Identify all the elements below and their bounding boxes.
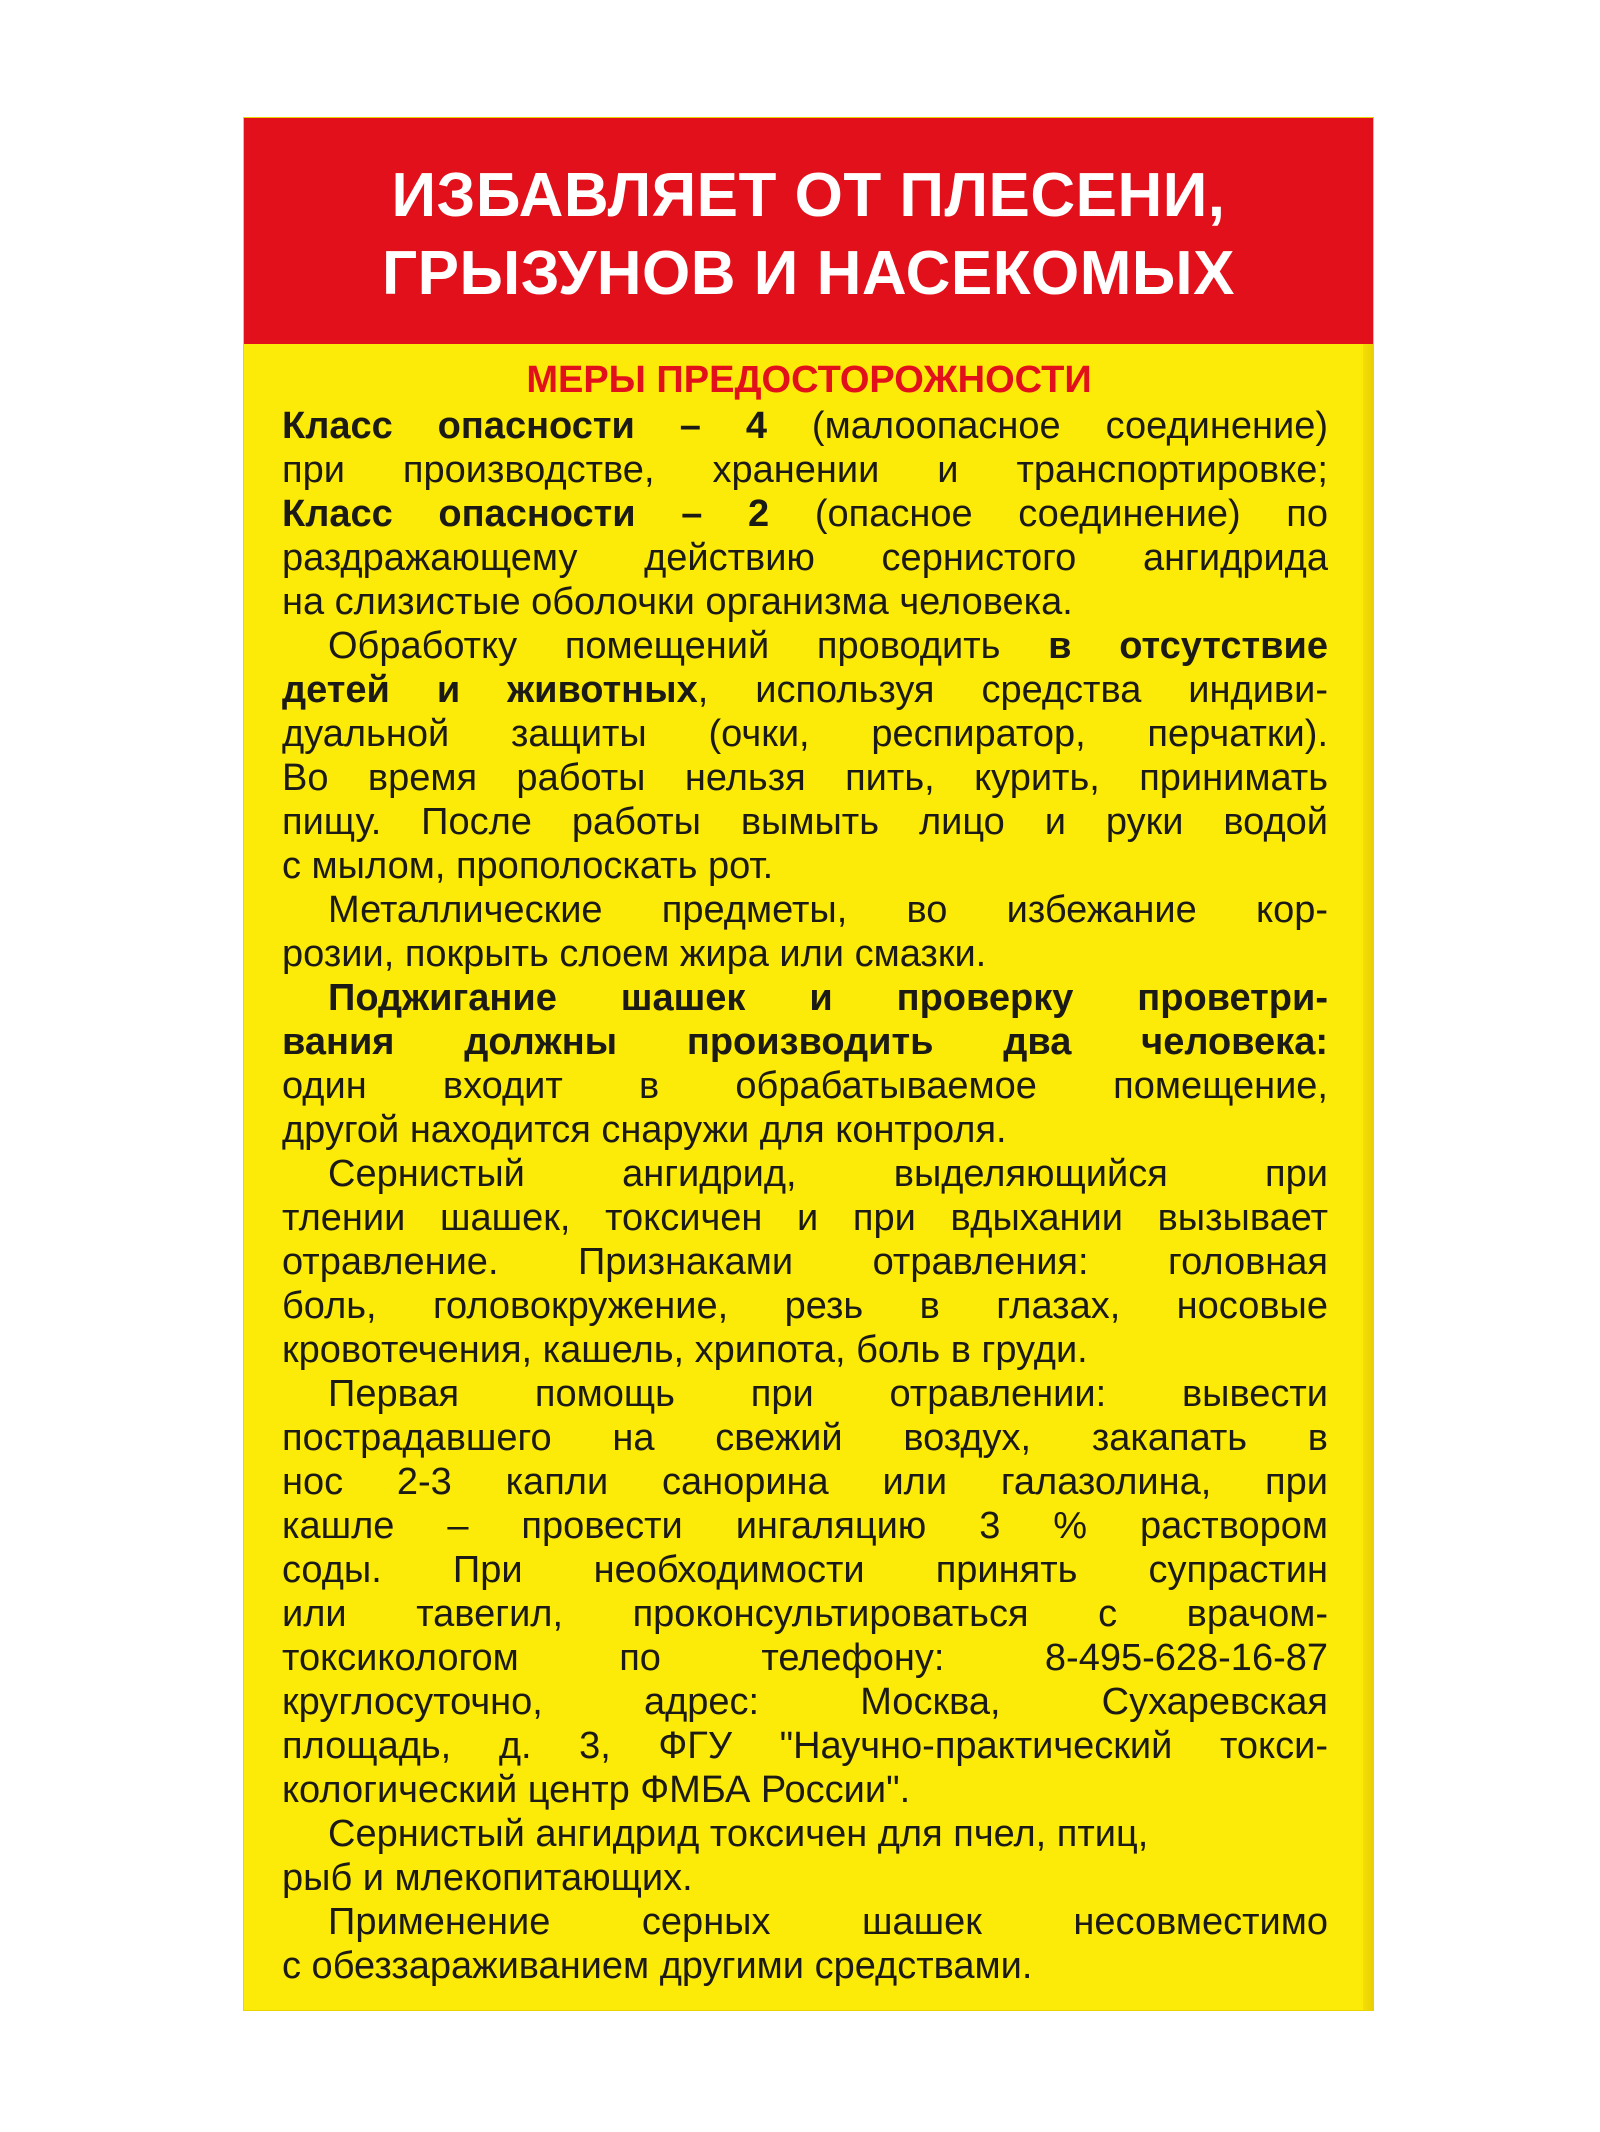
text-line: с обеззараживанием другими средствами.	[282, 1945, 1033, 1987]
text-line: раздражающему действию сернистого ангидрида	[282, 537, 1328, 579]
text-line: Обработку помещений проводить в отсутствие	[328, 625, 1328, 667]
text-line: дуальной защиты (очки, респиратор, перчатки).	[282, 713, 1328, 755]
text-line: с мылом, прополоскать рот.	[282, 845, 774, 887]
text-line: Металлические предметы, во избежание кор-	[328, 889, 1328, 931]
text-line: розии, покрыть слоем жира или смазки.	[282, 933, 987, 975]
text-line: боль, головокружение, резь в глазах, носовые	[282, 1285, 1328, 1327]
text-line: Применение серных шашек несовместимо	[328, 1901, 1328, 1943]
phone-line: токсикологом по телефону: 8-495-628-16-87	[282, 1637, 1328, 1679]
text-line: рыб и млекопитающих.	[282, 1857, 693, 1899]
section-title: МЕРЫ ПРЕДОСТОРОЖНОСТИ	[526, 359, 1092, 401]
text-line: отравление. Признаками отравления: головная	[282, 1241, 1328, 1283]
text-line: кологический центр ФМБА России".	[282, 1769, 911, 1811]
text-line: на слизистые оболочки организма человека.	[282, 581, 1073, 623]
text-line: другой находится снаружи для контроля.	[282, 1109, 1007, 1151]
hazard-class-2: Класс опасности – 2	[282, 493, 770, 535]
text-line: пострадавшего на свежий воздух, закапать в	[282, 1417, 1328, 1459]
text-line: или тавегил, проконсультироваться с врачом-	[282, 1593, 1328, 1635]
text-line: Во время работы нельзя пить, курить, принимать	[282, 757, 1328, 799]
header-banner	[244, 118, 1373, 344]
text-line: Класс опасности – 2 (опасное соединение) по	[282, 493, 1328, 535]
text-line: нос 2-3 капли санорина или галазолина, при	[282, 1461, 1328, 1503]
text-line: круглосуточно, адрес: Москва, Сухаревская	[282, 1681, 1328, 1723]
precautions-text	[282, 356, 1328, 1988]
text-line: Поджигание шашек и проверку проветри-	[328, 977, 1328, 1019]
text-line: соды. При необходимости принять супрастин	[282, 1549, 1328, 1591]
text-line: кровотечения, кашель, хрипота, боль в груди.	[282, 1329, 1088, 1371]
text-line: Сернистый ангидрид, выделяющийся при	[328, 1153, 1328, 1195]
text-line: Первая помощь при отравлении: вывести	[328, 1373, 1328, 1415]
text-line: при производстве, хранении и транспортировке;	[282, 449, 1328, 491]
text-line: тлении шашек, токсичен и при вдыхании вызывает	[282, 1197, 1328, 1239]
text-line: Класс опасности – 4 (малоопасное соединение)	[282, 405, 1328, 447]
header-line-1: ИЗБАВЛЯЕТ ОТ ПЛЕСЕНИ,	[391, 161, 1226, 230]
text-line: кашле – провести ингаляцию 3 % раствором	[282, 1505, 1328, 1547]
header-line-2: ГРЫЗУНОВ И НАСЕКОМЫХ	[382, 239, 1235, 308]
text-line: площадь, д. 3, ФГУ "Научно-практический токси-	[282, 1725, 1328, 1767]
package-label	[244, 118, 1373, 2010]
text-line: Сернистый ангидрид токсичен для пчел, птиц,	[328, 1813, 1149, 1855]
hazard-class-4: Класс опасности – 4	[282, 405, 767, 447]
text-line: один входит в обрабатываемое помещение,	[282, 1065, 1328, 1107]
text-line: пищу. После работы вымыть лицо и руки водой	[282, 801, 1328, 843]
text-line: детей и животных, используя средства индиви-	[282, 669, 1328, 711]
package-edge	[1363, 118, 1373, 2010]
text-line: вания должны производить два человека:	[282, 1021, 1328, 1063]
